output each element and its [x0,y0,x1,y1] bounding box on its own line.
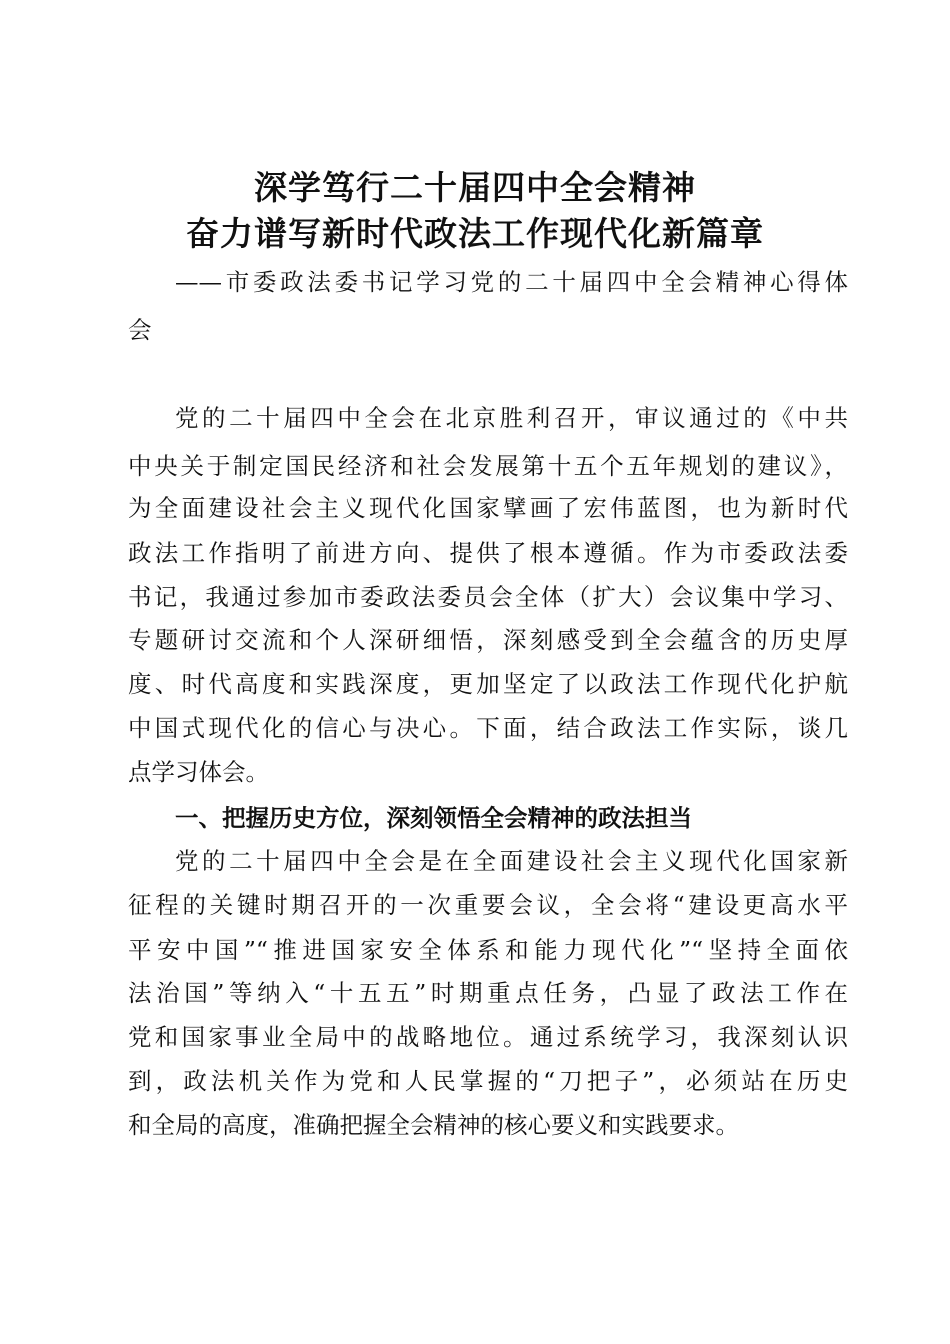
document-title-line-1: 深学笃行二十届四中全会精神 [254,168,696,207]
paragraph-1-line: 度、时代高度和实践深度，更加坚定了以政法工作现代化护航 [128,670,848,698]
paragraph-2-line: 平安中国”“推进国家安全体系和能力现代化”“坚持全面依 [128,936,848,964]
section-1-heading: 一、把握历史方位，深刻领悟全会精神的政法担当 [175,804,692,832]
paragraph-1-line: 党的二十届四中全会在北京胜利召开，审议通过的《中共 [175,404,848,432]
document-title-line-2: 奋力谱写新时代政法工作现代化新篇章 [186,214,764,253]
subtitle-line: 会 [128,316,152,344]
paragraph-1-line: 政法工作指明了前进方向、提供了根本遵循。作为市委政法委 [128,539,848,567]
paragraph-1-line: 中国式现代化的信心与决心。下面，结合政法工作实际，谈几 [128,714,848,742]
paragraph-2-line: 到，政法机关作为党和人民掌握的“刀把子”，必须站在历史 [128,1067,848,1095]
paragraph-1-line: 中央关于制定国民经济和社会发展第十五个五年规划的建议》， [128,452,848,480]
paragraph-2-line: 党的二十届四中全会是在全面建设社会主义现代化国家新 [175,847,848,875]
paragraph-2-line: 党和国家事业全局中的战略地位。通过系统学习，我深刻认识 [128,1023,848,1051]
subtitle-line: ——市委政法委书记学习党的二十届四中全会精神心得体 [175,268,848,296]
paragraph-2-line: 法治国”等纳入“十五五”时期重点任务，凸显了政法工作在 [128,979,848,1007]
paragraph-1-line: 专题研讨交流和个人深研细悟，深刻感受到全会蕴含的历史厚 [128,626,848,654]
paragraph-2-line: 征程的关键时期召开的一次重要会议，全会将“建设更高水平 [128,891,848,919]
paragraph-2-line: 和全局的高度，准确把握全会精神的核心要义和实践要求。 [128,1111,739,1139]
paragraph-1-line: 为全面建设社会主义现代化国家擘画了宏伟蓝图，也为新时代 [128,494,848,522]
paragraph-1-line: 点学习体会。 [128,758,269,786]
paragraph-1-line: 书记，我通过参加市委政法委员会全体（扩大）会议集中学习、 [128,583,848,611]
